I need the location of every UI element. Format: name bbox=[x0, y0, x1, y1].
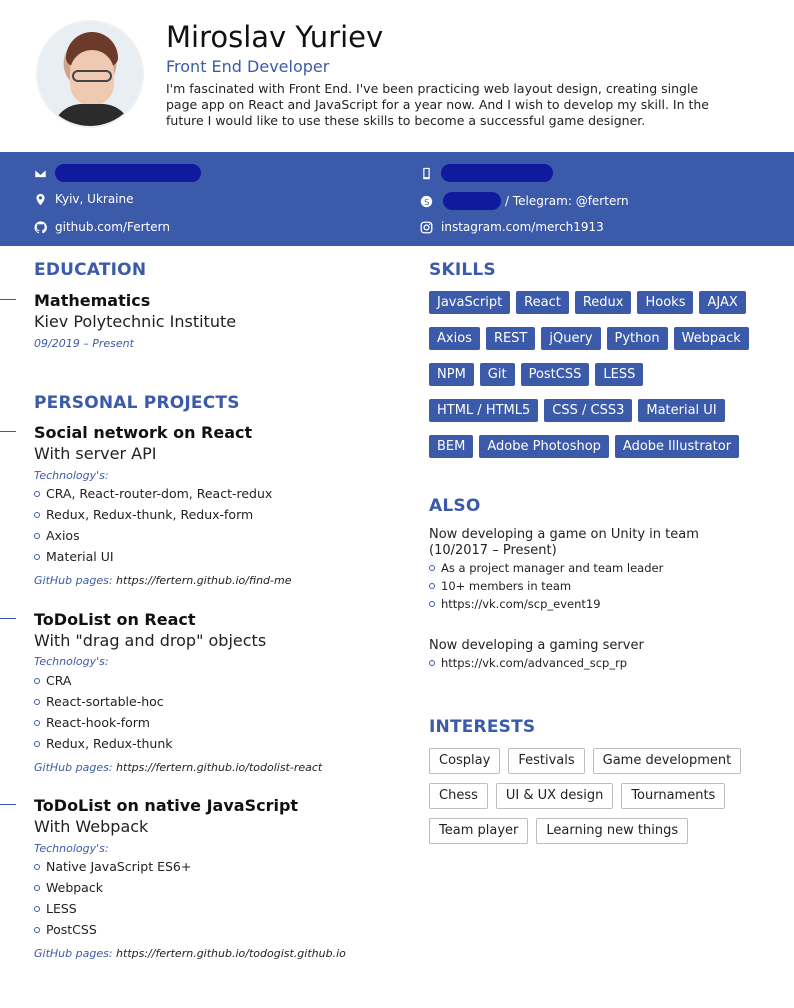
section-marker bbox=[0, 618, 16, 619]
project-title: ToDoList on React bbox=[34, 610, 196, 629]
avatar-shirt bbox=[52, 104, 132, 128]
skill-tag: Hooks bbox=[637, 291, 693, 314]
github-pages-row bbox=[34, 761, 322, 774]
technology-list bbox=[34, 856, 191, 940]
location-text: Kyiv, Ukraine bbox=[55, 192, 134, 206]
project-title: Social network on React bbox=[34, 423, 253, 442]
skill-row bbox=[429, 363, 779, 386]
interest-tag: Cosplay bbox=[429, 748, 500, 774]
project-subtitle: With server API bbox=[34, 444, 157, 463]
person-name: Miroslav Yuriev bbox=[166, 20, 384, 54]
github-pages-link[interactable]: https://fertern.github.io/todolist-react bbox=[116, 761, 323, 774]
phone-icon bbox=[420, 167, 433, 180]
skill-tag: PostCSS bbox=[521, 363, 590, 386]
skill-row bbox=[429, 435, 779, 458]
list-item: LESS bbox=[34, 898, 191, 919]
list-item: Axios bbox=[34, 525, 272, 546]
interest-tag: Festivals bbox=[508, 748, 584, 774]
technology-label: Technology's: bbox=[34, 842, 109, 855]
section-marker bbox=[0, 299, 16, 300]
envelope-icon bbox=[34, 167, 47, 180]
skill-tag: jQuery bbox=[541, 327, 600, 350]
skill-row bbox=[429, 327, 779, 350]
list-item: Redux, Redux-thunk bbox=[34, 733, 173, 754]
skill-tag: NPM bbox=[429, 363, 474, 386]
job-title: Front End Developer bbox=[166, 57, 330, 76]
also-item-dates: (10/2017 – Present) bbox=[429, 543, 557, 558]
skill-tag: Git bbox=[480, 363, 515, 386]
list-item: React-sortable-hoc bbox=[34, 691, 173, 712]
github-pages-label: GitHub pages: bbox=[34, 947, 113, 960]
list-item[interactable]: https://vk.com/advanced_scp_rp bbox=[429, 654, 627, 672]
avatar bbox=[36, 20, 144, 128]
map-pin-icon bbox=[34, 193, 47, 206]
education-school: Kiev Polytechnic Institute bbox=[34, 312, 237, 331]
also-heading: ALSO bbox=[429, 496, 481, 516]
resume-header bbox=[0, 0, 794, 152]
instagram-link[interactable]: instagram.com/merch1913 bbox=[441, 220, 604, 234]
svg-text:S: S bbox=[424, 196, 430, 207]
list-item: Redux, Redux-thunk, Redux-form bbox=[34, 504, 272, 525]
github-pages-link[interactable]: https://fertern.github.io/todogist.github.io bbox=[116, 947, 346, 960]
redacted-phone bbox=[441, 164, 553, 182]
education-degree: Mathematics bbox=[34, 291, 151, 310]
section-marker bbox=[0, 804, 16, 805]
skills-heading: SKILLS bbox=[429, 260, 496, 280]
phone-contact bbox=[420, 164, 553, 182]
also-points bbox=[429, 559, 663, 613]
skill-tag: Axios bbox=[429, 327, 480, 350]
instagram-icon bbox=[420, 221, 433, 234]
section-marker bbox=[0, 431, 16, 432]
bio-text: I'm fascinated with Front End. I've been practicing web layout design, creating single page app on React and JavaScript for a year now. And I wish to develop my skill. In the future I would like to use these skills to become a successful game designer. bbox=[166, 81, 709, 128]
interest-row bbox=[429, 783, 779, 809]
skill-tag: JavaScript bbox=[429, 291, 510, 314]
technology-label: Technology's: bbox=[34, 655, 109, 668]
interests-list bbox=[429, 748, 779, 853]
technology-list bbox=[34, 670, 173, 754]
list-item: React-hook-form bbox=[34, 712, 173, 733]
github-pages-row bbox=[34, 947, 346, 960]
skill-tag: Python bbox=[607, 327, 668, 350]
education-dates: 09/2019 – Present bbox=[34, 337, 134, 350]
skill-tag: Material UI bbox=[638, 399, 724, 422]
education-heading: EDUCATION bbox=[34, 260, 147, 280]
list-item: Native JavaScript ES6+ bbox=[34, 856, 191, 877]
skill-row bbox=[429, 399, 779, 422]
technology-label: Technology's: bbox=[34, 469, 109, 482]
skill-tag: BEM bbox=[429, 435, 473, 458]
list-item: PostCSS bbox=[34, 919, 191, 940]
interest-tag: Chess bbox=[429, 783, 488, 809]
github-icon bbox=[34, 221, 47, 234]
skill-tag: React bbox=[516, 291, 569, 314]
projects-heading: PERSONAL PROJECTS bbox=[34, 393, 240, 413]
list-item: CRA bbox=[34, 670, 173, 691]
interest-row bbox=[429, 748, 779, 774]
contact-bar bbox=[0, 152, 794, 246]
technology-list bbox=[34, 483, 272, 567]
also-item-title: Now developing a game on Unity in team bbox=[429, 527, 699, 542]
instagram-contact[interactable] bbox=[420, 220, 604, 234]
list-item: CRA, React-router-dom, React-redux bbox=[34, 483, 272, 504]
interest-tag: Team player bbox=[429, 818, 528, 844]
avatar-glasses bbox=[72, 70, 112, 82]
interest-tag: Learning new things bbox=[536, 818, 688, 844]
list-item: Webpack bbox=[34, 877, 191, 898]
skype-telegram-contact bbox=[420, 192, 629, 210]
interest-tag: Tournaments bbox=[621, 783, 725, 809]
github-pages-link[interactable]: https://fertern.github.io/find-me bbox=[116, 574, 292, 587]
project-subtitle: With "drag and drop" objects bbox=[34, 631, 267, 650]
redacted-email bbox=[55, 164, 201, 182]
interests-heading: INTERESTS bbox=[429, 717, 536, 737]
skill-tag: REST bbox=[486, 327, 535, 350]
also-item-title: Now developing a gaming server bbox=[429, 638, 644, 653]
redacted-skype bbox=[443, 192, 501, 210]
location-contact bbox=[34, 192, 134, 206]
project-subtitle: With Webpack bbox=[34, 817, 149, 836]
interest-row bbox=[429, 818, 779, 844]
skill-tag: Webpack bbox=[674, 327, 749, 350]
github-contact[interactable] bbox=[34, 220, 170, 234]
list-item: Material UI bbox=[34, 546, 272, 567]
interest-tag: Game development bbox=[593, 748, 742, 774]
list-item: As a project manager and team leader bbox=[429, 559, 663, 577]
skill-tag: Adobe Photoshop bbox=[479, 435, 609, 458]
github-pages-row bbox=[34, 574, 291, 587]
github-link[interactable]: github.com/Fertern bbox=[55, 220, 170, 234]
list-item: 10+ members in team bbox=[429, 577, 663, 595]
list-item[interactable]: https://vk.com/scp_event19 bbox=[429, 595, 663, 613]
skill-tag: LESS bbox=[595, 363, 643, 386]
skill-row bbox=[429, 291, 779, 314]
skill-tag: Adobe Illustrator bbox=[615, 435, 739, 458]
telegram-text: / Telegram: @fertern bbox=[505, 194, 629, 208]
email-contact bbox=[34, 164, 201, 182]
github-pages-label: GitHub pages: bbox=[34, 574, 113, 587]
interest-tag: UI & UX design bbox=[496, 783, 613, 809]
skill-tag: HTML / HTML5 bbox=[429, 399, 538, 422]
also-points bbox=[429, 654, 627, 672]
skills-list bbox=[429, 291, 779, 471]
skill-tag: CSS / CSS3 bbox=[544, 399, 632, 422]
github-pages-label: GitHub pages: bbox=[34, 761, 113, 774]
skype-icon bbox=[420, 195, 433, 208]
project-title: ToDoList on native JavaScript bbox=[34, 796, 299, 815]
skill-tag: Redux bbox=[575, 291, 632, 314]
skill-tag: AJAX bbox=[699, 291, 745, 314]
